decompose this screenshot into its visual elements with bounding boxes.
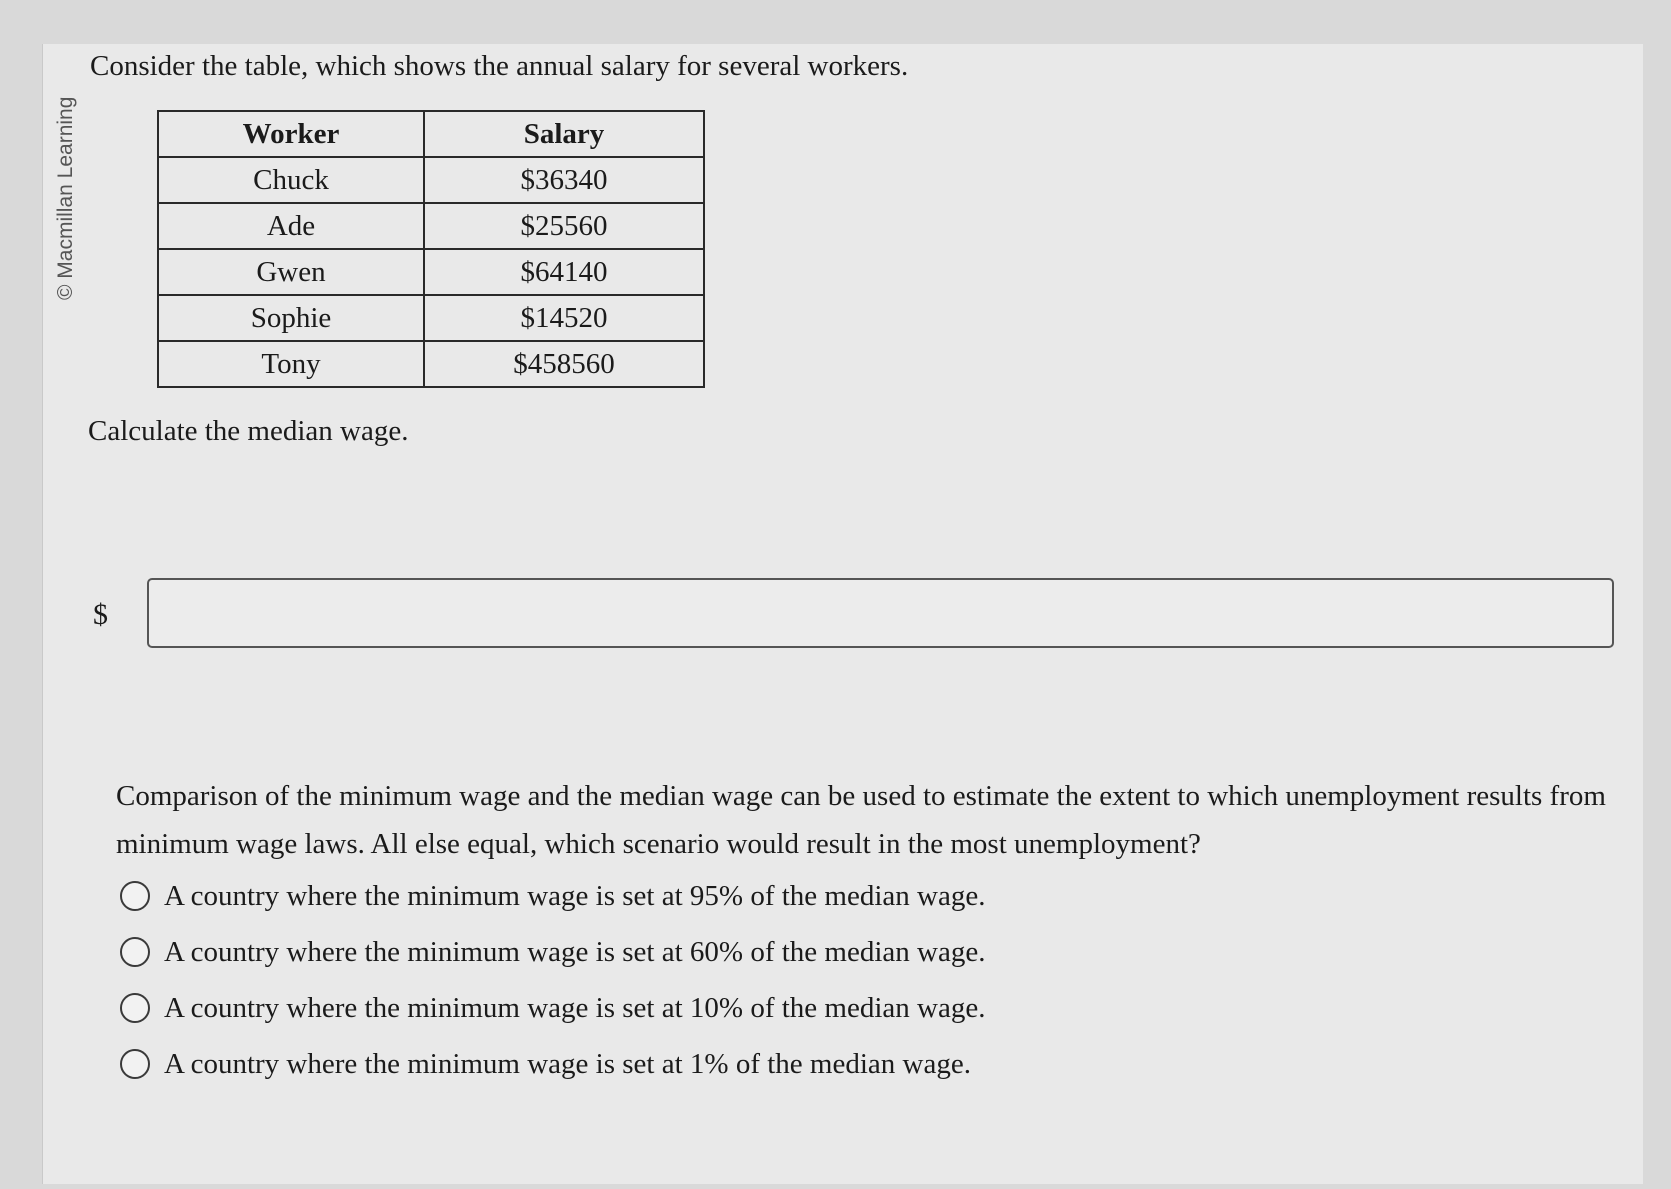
table-row: [158, 157, 704, 203]
option-1-percent[interactable]: [120, 1036, 985, 1092]
salary-table: [157, 110, 705, 388]
salary-cell: $14520: [424, 295, 704, 341]
table-row: [158, 203, 704, 249]
option-label: A country where the minimum wage is set at 60% of the median wage.: [164, 935, 986, 968]
radio-button[interactable]: [120, 993, 150, 1023]
option-10-percent[interactable]: [120, 980, 985, 1036]
currency-label: $: [93, 598, 108, 631]
worker-cell: Sophie: [158, 295, 424, 341]
option-label: A country where the minimum wage is set at 95% of the median wage.: [164, 879, 986, 912]
option-label: A country where the minimum wage is set at 1% of the median wage.: [164, 1047, 971, 1080]
radio-button[interactable]: [120, 881, 150, 911]
answer-options: [120, 868, 985, 1092]
worker-cell: Gwen: [158, 249, 424, 295]
option-label: A country where the minimum wage is set at 10% of the median wage.: [164, 991, 986, 1024]
salary-cell: $458560: [424, 341, 704, 387]
table-row: [158, 249, 704, 295]
table-header-row: [158, 111, 704, 157]
table-row: [158, 341, 704, 387]
worker-cell: Tony: [158, 341, 424, 387]
column-header-salary: Salary: [424, 111, 704, 157]
salary-cell: $25560: [424, 203, 704, 249]
median-answer-input[interactable]: [147, 578, 1614, 648]
worker-cell: Chuck: [158, 157, 424, 203]
copyright-watermark: © Macmillan Learning: [54, 96, 77, 300]
option-95-percent[interactable]: [120, 868, 985, 924]
worker-cell: Ade: [158, 203, 424, 249]
radio-button[interactable]: [120, 1049, 150, 1079]
radio-button[interactable]: [120, 937, 150, 967]
column-header-worker: Worker: [158, 111, 424, 157]
comparison-question: Comparison of the minimum wage and the median wage can be used to estimate the extent to which unemployment results from minimum wage laws. All else equal, which scenario would result in the most unemployment?: [116, 780, 1606, 860]
salary-cell: $36340: [424, 157, 704, 203]
table-row: [158, 295, 704, 341]
salary-cell: $64140: [424, 249, 704, 295]
question-text: Consider the table, which shows the annual salary for several workers.: [90, 50, 909, 82]
option-60-percent[interactable]: [120, 924, 985, 980]
median-prompt: Calculate the median wage.: [88, 415, 409, 447]
